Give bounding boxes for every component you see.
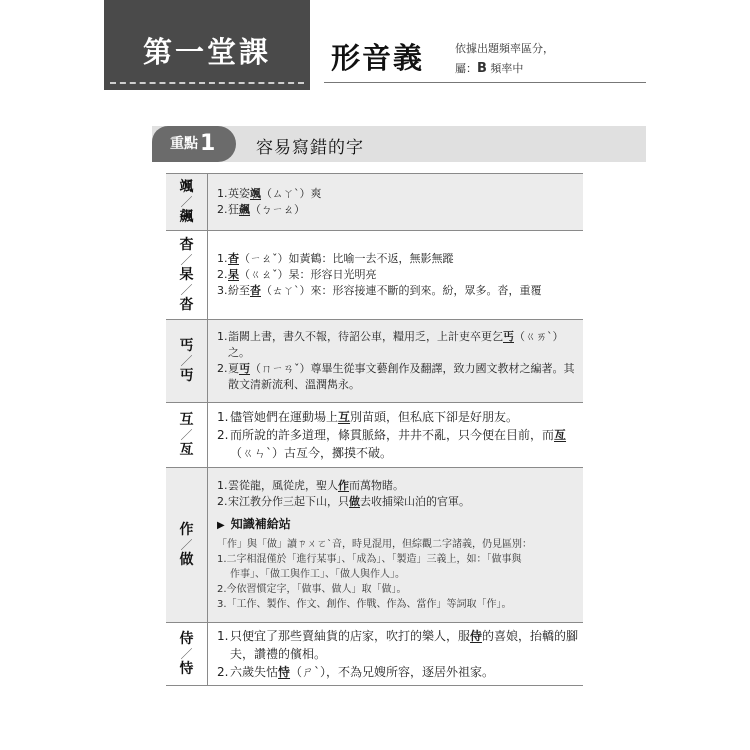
- table-row: [166, 230, 583, 319]
- row-characters: [166, 320, 208, 402]
- example-item: [217, 408, 583, 426]
- target-character: 做: [349, 495, 360, 508]
- frequency-note-line1: 依據出題頻率區分，: [455, 42, 554, 55]
- example-item: [217, 627, 583, 663]
- character-heading: 作: [179, 521, 194, 538]
- example-text: 宋江教分作三起下山，只做去收捕梁山泊的官軍。: [228, 495, 470, 508]
- example-number: 1.: [217, 252, 228, 265]
- target-character: 丐: [503, 330, 514, 343]
- character-heading: 互: [179, 411, 194, 428]
- lesson-title: 第一堂課: [142, 35, 271, 69]
- keypoint-tab: [152, 126, 236, 162]
- frequency-grade: B: [477, 61, 487, 76]
- row-characters: [166, 174, 208, 230]
- character-heading: 丐: [179, 337, 194, 354]
- example-item: [217, 494, 583, 510]
- separator-slash: ／: [180, 427, 193, 442]
- character-heading: 杳: [179, 236, 194, 253]
- example-text: 夏丏（ㄇㄧㄢˇ）尊畢生從事文藝創作及翻譯，致力國文教材之編著。其散文清新流利、溫潤雋永。: [228, 362, 575, 391]
- table-row: [166, 622, 583, 686]
- target-character: 亙: [554, 428, 567, 442]
- character-heading: 丏: [179, 367, 194, 384]
- keypoint-label: 重點: [170, 136, 198, 152]
- frequency-prefix: 屬：: [455, 62, 477, 75]
- row-examples: [208, 231, 583, 319]
- target-character: 互: [338, 410, 351, 424]
- row-characters: [166, 231, 208, 319]
- character-heading: 飆: [179, 208, 194, 225]
- example-number: 1.: [217, 479, 228, 492]
- separator-slash: ／: [180, 646, 193, 661]
- row-examples: [208, 623, 583, 685]
- frequency-note-line2: [455, 59, 554, 79]
- row-examples: [208, 468, 583, 622]
- example-item: [217, 283, 583, 299]
- knowledge-supplement-note: [217, 537, 583, 612]
- table-row: [166, 402, 583, 467]
- character-heading: 沓: [179, 296, 194, 313]
- separator-slash: ／: [180, 353, 193, 368]
- example-number: 1.: [217, 187, 228, 200]
- target-character: 颯: [250, 187, 261, 200]
- example-text: 紛至沓（ㄊㄚˋ）來：形容接連不斷的到來。紛，眾多。沓，重覆: [228, 284, 542, 297]
- keypoint-label-wrap: [170, 131, 215, 156]
- example-item: [217, 251, 583, 267]
- example-number: 2.: [217, 665, 229, 679]
- example-item: [217, 329, 583, 361]
- character-heading: 杲: [179, 266, 194, 283]
- target-character: 飆: [239, 203, 250, 216]
- table-row: [166, 467, 583, 622]
- example-item: [217, 202, 583, 218]
- confusable-characters-table: [166, 173, 583, 686]
- table-row: [166, 319, 583, 402]
- lesson-header-block: [104, 0, 310, 90]
- target-character: 丏: [239, 362, 250, 375]
- target-character: 侍: [470, 629, 483, 643]
- note-line: 作事」、「做工與作工」、「做人與作人」。: [230, 569, 405, 580]
- separator-slash: ／: [180, 252, 193, 267]
- character-heading: 侍: [179, 630, 194, 647]
- example-text: 詣闕上書，書久不報，待詔公車，糧用乏，上計吏卒更乞丐（ㄍㄞˋ）之。: [228, 330, 564, 359]
- example-text: 杲（ㄍㄠˇ）杲：形容日光明亮: [228, 268, 377, 281]
- example-text: 狂飆（ㄅㄧㄠ）: [228, 203, 305, 216]
- example-text: 英姿颯（ㄙㄚˋ）爽: [228, 187, 322, 200]
- knowledge-supplement-label: 知識補給站: [230, 517, 291, 531]
- example-item: [217, 478, 583, 494]
- target-character: 作: [338, 479, 349, 492]
- keypoint-number: 1: [200, 131, 216, 156]
- example-number: 2.: [217, 268, 228, 281]
- separator-slash: ／: [180, 282, 193, 297]
- row-examples: [208, 403, 583, 467]
- header-rule: [324, 82, 646, 83]
- row-characters: [166, 403, 208, 467]
- character-heading: 亙: [179, 441, 194, 458]
- row-characters: [166, 623, 208, 685]
- row-examples: [208, 174, 583, 230]
- example-number: 1.: [217, 629, 229, 643]
- example-text: 儘管她們在運動場上互別苗頭，但私底下卻是好朋友。: [230, 410, 519, 424]
- table-row: [166, 173, 583, 230]
- example-text: 六歲失怙恃（ㄕˋ），不為兄嫂所容，逐居外祖家。: [230, 665, 495, 679]
- example-number: 3.: [217, 284, 228, 297]
- character-heading: 做: [179, 551, 194, 568]
- target-character: 杳: [228, 252, 239, 265]
- example-item: [217, 267, 583, 283]
- frequency-note: [455, 39, 554, 79]
- header-dashed-rule: [110, 82, 304, 84]
- example-item: [217, 426, 583, 462]
- example-text: 杳（ㄧㄠˇ）如黃鶴：比喻一去不返，無影無蹤: [228, 252, 454, 265]
- example-item: [217, 663, 583, 681]
- example-number: 1.: [217, 330, 228, 343]
- example-text: 而所說的許多道理，條貫脈絡，井井不亂，只今便在目前，而亙（ㄍㄣˋ）古亙今，擲摸不破。: [230, 428, 567, 460]
- target-character: 沓: [250, 284, 261, 297]
- example-number: 2.: [217, 495, 228, 508]
- note-line: 3.「工作、製作、作文、創作、作戰、作為、當作」等詞取「作」。: [217, 599, 512, 610]
- row-characters: [166, 468, 208, 622]
- keypoint-title: 容易寫錯的字: [256, 138, 364, 158]
- example-text: 只便宜了那些賣紬貨的店家，吹打的樂人，服侍的喜娘，抬轎的腳夫，讚禮的儐相。: [230, 629, 579, 661]
- separator-slash: ／: [180, 194, 193, 209]
- frequency-suffix: 頻率中: [486, 62, 524, 75]
- example-item: [217, 361, 583, 393]
- example-number: 2.: [217, 428, 229, 442]
- target-character: 杲: [228, 268, 239, 281]
- example-number: 2.: [217, 203, 228, 216]
- triangle-right-icon: ▶: [217, 520, 225, 531]
- example-number: 1.: [217, 410, 229, 424]
- topic-title: 形音義: [331, 41, 425, 75]
- character-heading: 恃: [179, 660, 194, 677]
- note-line: 2.今依習慣定字，「做事、做人」取「做」。: [217, 584, 407, 595]
- example-text: 雲從龍，風從虎，聖人作而萬物睹。: [228, 479, 404, 492]
- row-examples: [208, 320, 583, 402]
- example-item: [217, 186, 583, 202]
- note-line: 1.二字相混僅於「進行某事」、「成為」、「製造」三義上，如：「做事與: [217, 554, 522, 565]
- target-character: 恃: [278, 665, 291, 679]
- knowledge-supplement-title: [217, 515, 583, 532]
- separator-slash: ／: [180, 537, 193, 552]
- example-number: 2.: [217, 362, 228, 375]
- note-line: 「作」與「做」讀ㄗㄨㄛˋ音，時見混用，但綜觀二字諸義，仍見區別：: [217, 539, 532, 550]
- character-heading: 颯: [179, 178, 194, 195]
